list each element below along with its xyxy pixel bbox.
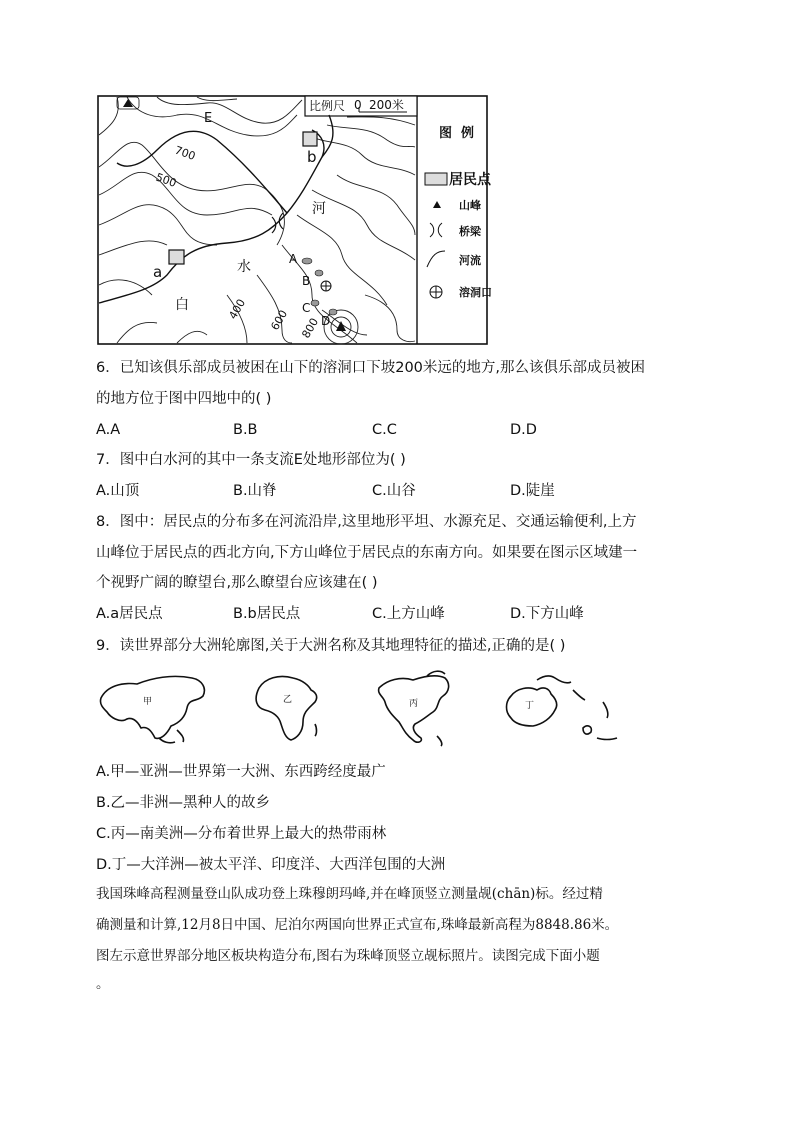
cave-entrance-icon — [321, 281, 331, 291]
passage-line-1: 我国珠峰高程测量登山队成功登上珠穆朗玛峰,并在峰顶竖立测量觇(chān)标。经过精 — [96, 886, 603, 902]
question-8-option-d[interactable]: D.下方山峰 — [510, 606, 584, 622]
question-6-option-b[interactable]: B.B — [233, 422, 258, 438]
legend-residential: 居民点 — [449, 172, 491, 188]
point-label-c: C — [302, 301, 311, 315]
question-8-line-2: 山峰位于居民点的西北方向,下方山峰位于居民点的东南方向。如果要在图示区域建一 — [96, 545, 638, 561]
legend-title: 图 例 — [439, 126, 475, 141]
point-label-b-lower: b — [307, 148, 317, 166]
river-char-he: 河 — [312, 201, 326, 217]
question-6-option-a[interactable]: A.A — [96, 422, 121, 438]
river-char-shui: 水 — [237, 259, 251, 275]
contour-label-800: 800 — [299, 315, 322, 341]
continent-label-bing: 丙 — [409, 699, 419, 709]
river-char-bai: 白 — [175, 297, 189, 313]
question-9-option-b[interactable]: B.乙—非洲—黑种人的故乡 — [96, 795, 271, 811]
passage-line-4: 。 — [96, 976, 110, 992]
continent-africa — [256, 676, 317, 740]
continent-north-america — [379, 676, 449, 742]
question-6-option-d[interactable]: D.D — [510, 422, 537, 438]
question-9-option-d[interactable]: D.丁—大洋洲—被太平洋、印度洋、大西洋包围的大洲 — [96, 857, 446, 873]
legend-peak: 山峰 — [459, 199, 481, 212]
question-6-line-1: 6．已知该俱乐部成员被困在山下的溶洞口下坡200米远的地方,那么该俱乐部成员被困 — [96, 360, 646, 376]
question-7-option-c[interactable]: C.山谷 — [372, 483, 416, 499]
point-label-b: B — [302, 274, 311, 288]
question-7-option-b[interactable]: B.山脊 — [233, 483, 277, 499]
contour-label-600: 600 — [268, 307, 291, 333]
question-7-line-1: 7．图中白水河的其中一条支流E处地形部位为( ) — [96, 452, 406, 468]
question-6-option-c[interactable]: C.C — [372, 422, 397, 438]
legend-bridge: 桥梁 — [459, 225, 481, 238]
question-8-option-c[interactable]: C.上方山峰 — [372, 606, 445, 622]
question-7-option-a[interactable]: A.山顶 — [96, 483, 140, 499]
question-8-line-3: 个视野广阔的瞭望台,那么瞭望台应该建在( ) — [96, 575, 378, 591]
question-7-option-d[interactable]: D.陡崖 — [510, 483, 555, 499]
continent-label-jia: 甲 — [143, 697, 153, 707]
scale-zero: 0 — [354, 98, 362, 112]
scale-label: 比例尺 — [309, 99, 346, 113]
continent-label-ding: 丁 — [525, 701, 535, 711]
continent-outlines — [97, 668, 619, 748]
passage-line-2: 确测量和计算,12月8日中国、尼泊尔两国向世界正式宣布,珠峰最新高程为8848.86米。 — [96, 917, 619, 933]
legend-cave: 溶洞口 — [459, 286, 492, 299]
question-8-option-a[interactable]: A.a居民点 — [96, 606, 163, 622]
contour-label-500: 500 — [153, 170, 179, 191]
legend-river: 河流 — [459, 254, 481, 267]
question-8-line-1: 8．图中：居民点的分布多在河流沿岸,这里地形平坦、水源充足、交通运输便利,上方 — [96, 514, 637, 530]
question-8-option-b[interactable]: B.b居民点 — [233, 606, 301, 622]
question-9-line-1: 9．读世界部分大洲轮廓图,关于大洲名称及其地理特征的描述,正确的是( ) — [96, 638, 566, 654]
question-9-option-a[interactable]: A.甲—亚洲—世界第一大洲、东西跨经度最广 — [96, 764, 386, 780]
topographic-map — [97, 95, 492, 345]
question-9-option-c[interactable]: C.丙—南美洲—分布着世界上最大的热带雨林 — [96, 826, 387, 842]
continent-label-yi: 乙 — [283, 695, 293, 705]
contour-lines — [99, 97, 415, 344]
contour-label-400: 400 — [226, 296, 249, 322]
passage-line-3: 图左示意世界部分地区板块构造分布,图右为珠峰顶竖立觇标照片。读图完成下面小题 — [96, 948, 600, 964]
continent-eurasia — [100, 676, 204, 738]
point-label-a-lower: a — [153, 263, 163, 281]
contour-label-700: 700 — [172, 143, 198, 164]
point-label-a: A — [289, 252, 298, 266]
residential-point-b — [303, 132, 317, 146]
residential-point-a — [169, 250, 184, 264]
question-6-line-2: 的地方位于图中四地中的( ) — [96, 391, 272, 407]
point-label-d: D — [321, 314, 331, 328]
point-label-e: E — [204, 111, 213, 126]
scale-value: 200米 — [369, 98, 404, 112]
river — [99, 115, 333, 303]
